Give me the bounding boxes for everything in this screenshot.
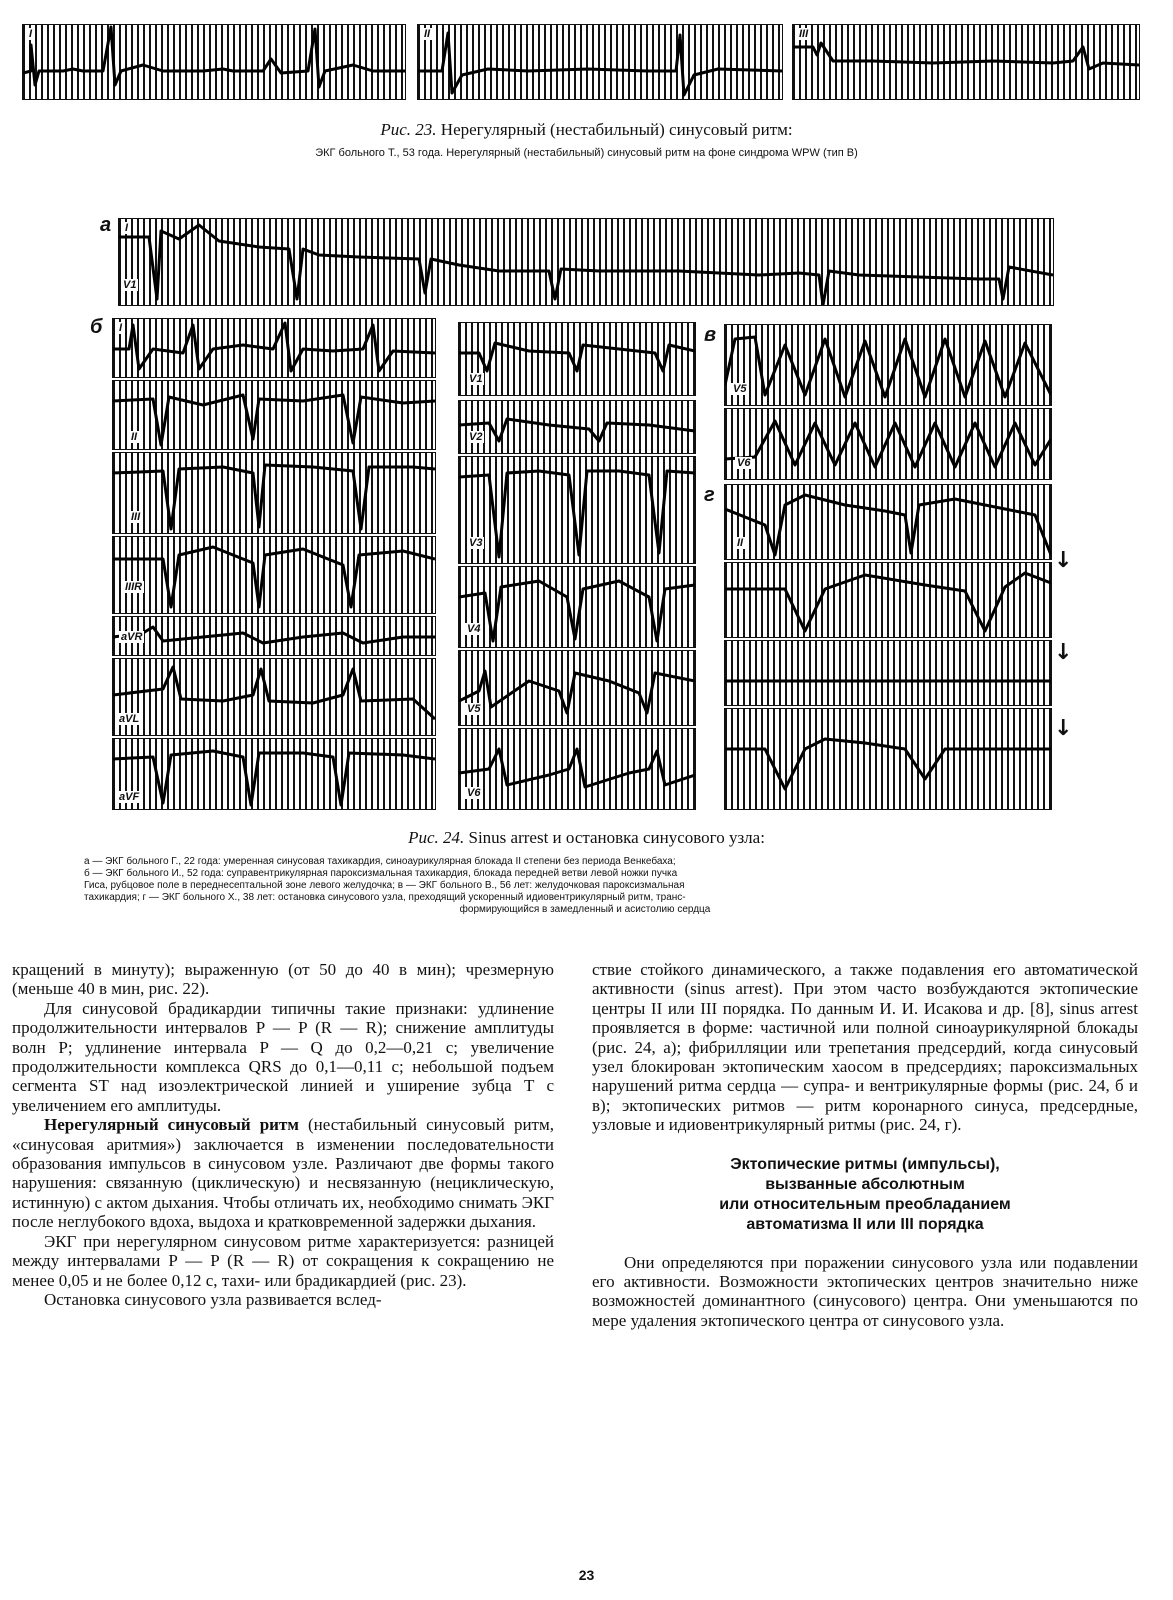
- paragraph: ЭКГ при нерегулярном синусовом ритме характеризуется: разницей между интервалами P — P (R — R) от сокращения к сокращению не менее 0,05 и не более 0,12 с, тахи- или брадикардией (рис. 23).: [12, 1231, 554, 1290]
- fig24-g-strip-II-2: [724, 562, 1052, 638]
- fig24-panel-label-v: в: [704, 324, 717, 346]
- fig24-strip-a: [118, 218, 1054, 306]
- fig24-panel-label-g: г: [704, 484, 715, 506]
- fig24-b-strip-aVR: [112, 616, 436, 656]
- fig23-caption-sub: ЭКГ больного Т., 53 года. Нерегулярный (нестабильный) синусовый ритм на фоне синдрома WPW (тип В): [315, 147, 858, 159]
- fig24-arrow-icon: ↓: [1054, 548, 1073, 573]
- fig23-strip-III: [792, 24, 1140, 100]
- heading-line: Эктопические ритмы (импульсы),: [730, 1155, 1000, 1173]
- fig24-caption-line: формирующийся в замедленный и асистолию сердца: [459, 904, 711, 915]
- fig24-caption-line: Гиса, рубцовое поле в переднесептальной зоне левого желудочка; в — ЭКГ больного В., 56 лет: желудочковая пароксизмальная: [84, 880, 685, 891]
- paragraph-rest: (нестабильный синусовый ритм, «синусовая аритмия») заключается в изменении последовательности образования импульсов в синусовом узле. Различают две формы такого нарушения: связанную (циклическую) и несвязанную (нециклическую, истинную) с актом дыхания. Чтобы отличать их, необходимо снимать ЭКГ после неглубокого вдоха, выдоха и кратковременной задержки дыхания.: [12, 1115, 554, 1232]
- lead-label: V5: [467, 703, 481, 715]
- fig24-mid-strip-V1: [458, 322, 696, 396]
- paragraph: Они определяются при поражении синусового узла или подавлении его активности. Возможности эктопических центров значительно ниже возможностей доминантного (синусового) центра. Они уменьшаются по мере удаления эктопического центра от синусового узла.: [592, 1252, 1138, 1330]
- paragraph: [12, 1115, 554, 1231]
- lead-label: I: [119, 322, 123, 334]
- fig24-mid-strip-V3: [458, 456, 696, 564]
- fig24-caption-label: Рис. 24.: [408, 828, 465, 847]
- fig24-b-strip-I: [112, 318, 436, 378]
- fig24-panel-label-b: б: [90, 316, 103, 338]
- fig23-caption-label: Рис. 23.: [380, 120, 437, 139]
- fig24-g-strip-II-1: [724, 484, 1052, 560]
- fig24-caption-line: тахикардия; г — ЭКГ больного Х., 38 лет: остановка синусового узла, преходящий ускоренный идиовентрикулярный ритм, транс-: [84, 892, 686, 903]
- lead-label: aVF: [119, 791, 140, 803]
- fig24-panel-label-a: а: [100, 214, 112, 236]
- fig23-caption-title: [0, 120, 1173, 140]
- lead-label: V1: [469, 373, 483, 385]
- left-column: [12, 960, 554, 1309]
- lead-label: V4: [467, 623, 481, 635]
- fig24-caption-line: а — ЭКГ больного Г., 22 года: умеренная синусовая тахикардия, синоаурикулярная блокада II степени без периода Венкебаха;: [84, 856, 676, 867]
- lead-label: V6: [467, 787, 481, 799]
- lead-label: aVR: [121, 631, 143, 643]
- page-number: 23: [578, 1567, 595, 1583]
- paragraph: Остановка синусового узла развивается вслед-: [44, 1289, 382, 1309]
- fig24-caption-text: Sinus arrest и остановка синусового узла:: [468, 828, 765, 847]
- lead-label: I: [29, 28, 33, 40]
- lead-label: III: [131, 511, 141, 523]
- fig24-mid-strip-V6: [458, 728, 696, 810]
- fig24-v-strip-V5: [724, 324, 1052, 406]
- fig24-caption-title: [0, 828, 1173, 848]
- fig24-arrow-icon: ↓: [1054, 640, 1073, 665]
- lead-label: aVL: [119, 713, 140, 725]
- fig24-caption-line: б — ЭКГ больного И., 52 года: суправентрикулярная пароксизмальная тахикардия, блокада передней ветви левой ножки пучка: [84, 868, 678, 879]
- fig24-arrow-icon: ↓: [1054, 716, 1073, 741]
- fig24-mid-strip-V4: [458, 566, 696, 648]
- lead-label: V2: [469, 431, 483, 443]
- lead-label: V5: [733, 383, 747, 395]
- heading-line: автоматизма II или III порядка: [746, 1215, 984, 1233]
- fig24-b-strip-II: [112, 380, 436, 450]
- paragraph: кращений в минуту); выраженную (от 50 до 40 в мин); чрезмерную (меньше 40 в мин, рис. 22).: [12, 960, 554, 999]
- lead-label: III: [799, 28, 809, 40]
- fig24-b-strip-aVL: [112, 658, 436, 736]
- paragraph: Для синусовой брадикардии типичны такие признаки: удлинение продолжительности интервалов P — P (R — R); снижение амплитуды волн P; удлинение интервала P — Q до 0,2—0,21 с; увеличение продолжительности комплекса QRS до 0,1—0,11 с; небольшой подъем сегмента ST над изоэлектрической линией и уширение зубца T с увеличением его амплитуды.: [12, 998, 554, 1115]
- lead-label: I: [125, 222, 129, 234]
- fig24-b-strip-IIIR: [112, 536, 436, 614]
- fig24-caption-sub: [84, 856, 1086, 916]
- section-heading: [592, 1155, 1138, 1235]
- lead-label: II: [424, 28, 431, 40]
- lead-label: V3: [469, 537, 483, 549]
- lead-label: V6: [737, 457, 751, 469]
- fig24-g-strip-II-4: [724, 708, 1052, 810]
- fig24-b-strip-III: [112, 452, 436, 534]
- term-bold: Нерегулярный синусовый ритм: [44, 1115, 299, 1135]
- lead-label: II: [131, 431, 138, 443]
- heading-line: или относительным преобладанием: [719, 1195, 1011, 1213]
- heading-line: вызванные абсолютным: [765, 1175, 965, 1193]
- right-column: [592, 960, 1138, 1330]
- fig23-caption-text: Нерегулярный (нестабильный) синусовый ритм:: [440, 120, 793, 139]
- fig23-strip-II: [417, 24, 783, 100]
- lead-label: II: [737, 537, 744, 549]
- fig23-strip-I: [22, 24, 406, 100]
- fig24-v-strip-V6: [724, 408, 1052, 480]
- lead-label: IIIR: [125, 581, 143, 593]
- fig24-b-strip-aVF: [112, 738, 436, 810]
- fig24-mid-strip-V2: [458, 400, 696, 454]
- fig24-g-strip-II-3: [724, 640, 1052, 706]
- paragraph: ствие стойкого динамического, а также подавления его автоматической активности (sinus arrest). При этом часто возбуждаются эктопические центры II или III порядка. По данным И. И. Исакова и др. [8], sinus arrest проявляется в форме: частичной или полной синоаурикулярной блокады (рис. 24, а); фибрилляции или трепетания предсердий, когда синусовый узел блокирован эктопическим хаосом в предсердиях; пароксизмальных нарушений ритма сердца — супра- и вентрикулярные формы (рис. 24, б и в); эктопических ритмов — ритм коронарного синуса, предсердные, узловые и идиовентрикулярный ритмы (рис. 24, г).: [592, 960, 1138, 1135]
- lead-label: V1: [123, 279, 137, 291]
- fig24-mid-strip-V5: [458, 650, 696, 726]
